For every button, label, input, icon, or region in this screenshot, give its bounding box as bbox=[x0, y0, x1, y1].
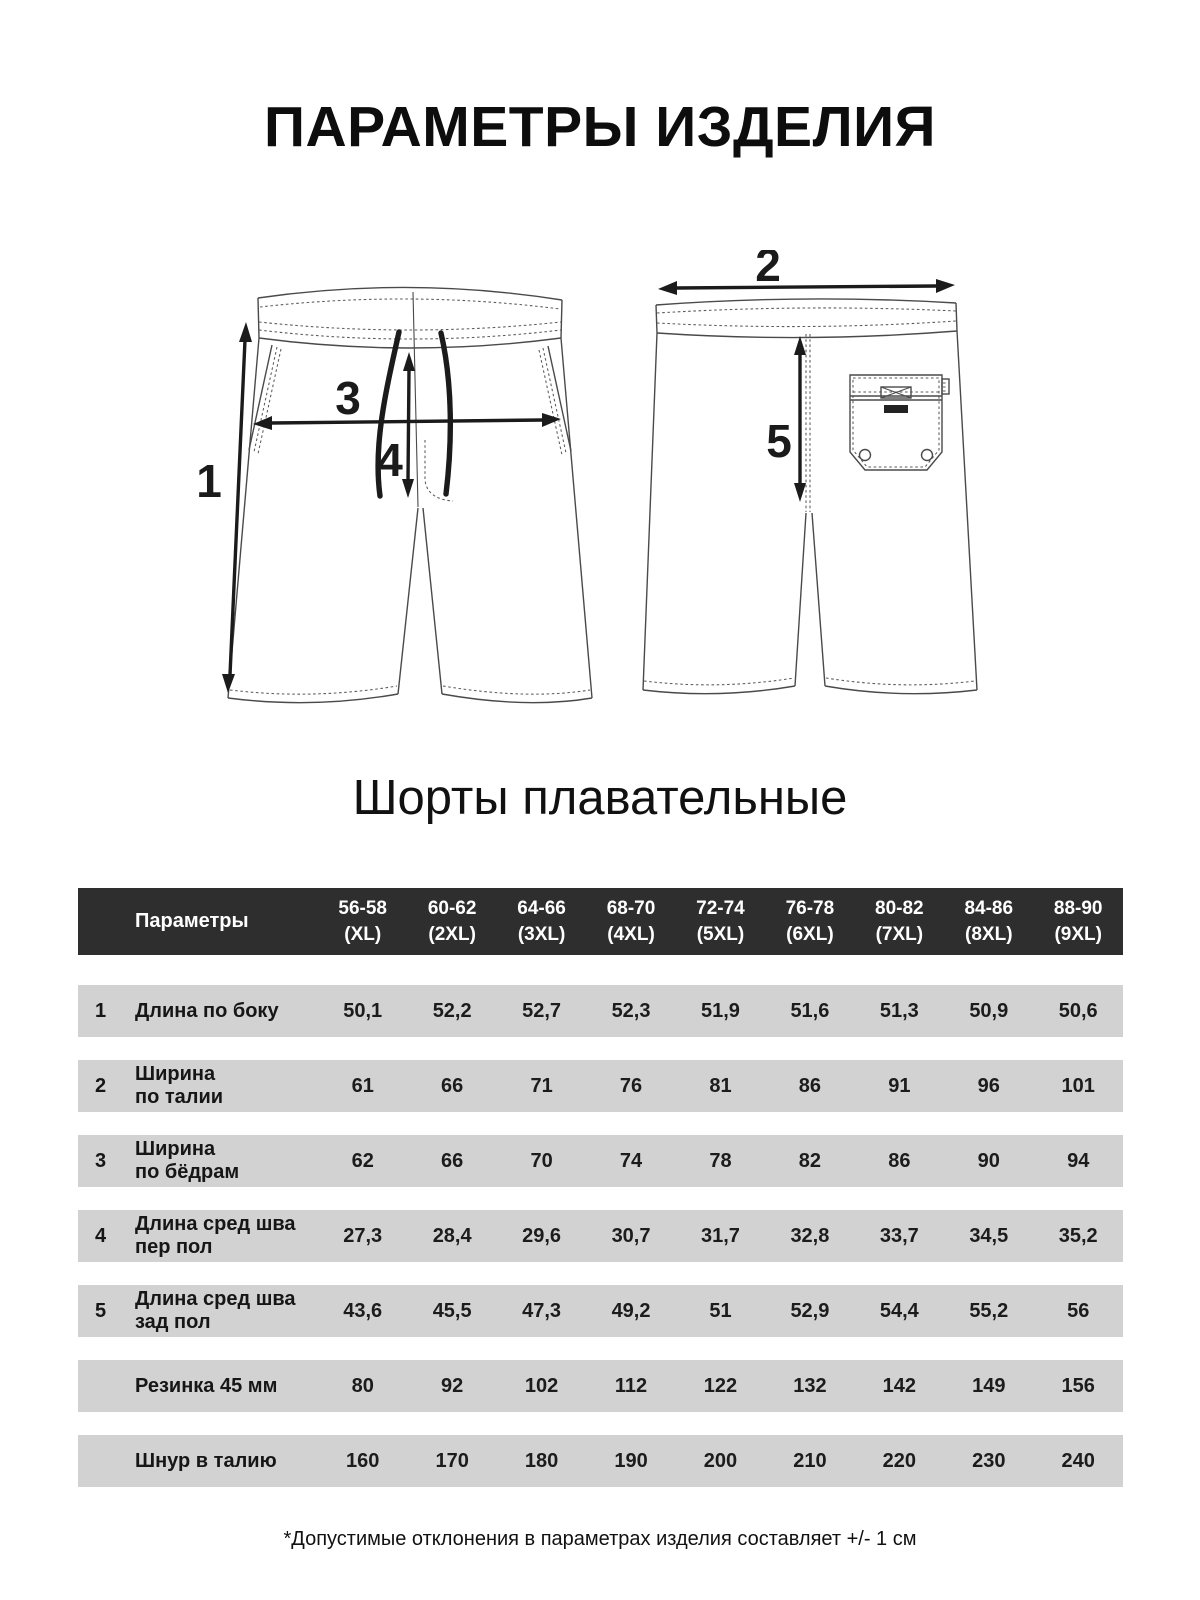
size-intl-label: (8XL) bbox=[965, 923, 1013, 945]
size-intl-label: (4XL) bbox=[607, 923, 655, 945]
measure-arrow-5 bbox=[794, 336, 806, 502]
value-cell: 34,5 bbox=[969, 1224, 1009, 1247]
back-left-hem bbox=[643, 686, 795, 694]
value-cell: 122 bbox=[703, 1374, 738, 1397]
row-label-line2: пер пол bbox=[135, 1236, 213, 1258]
header-size-column bbox=[586, 896, 675, 947]
row-number: 2 bbox=[94, 1074, 107, 1097]
size-intl-label: (3XL) bbox=[517, 923, 566, 945]
measure-label-1: 1 bbox=[196, 455, 222, 507]
measure-label-5: 5 bbox=[766, 415, 792, 467]
row-label-line2: по талии bbox=[135, 1086, 224, 1108]
size-intl-label: (5XL) bbox=[696, 923, 745, 945]
value-cell: 200 bbox=[703, 1449, 738, 1472]
row-label-line1: Ширина bbox=[135, 1138, 216, 1160]
value-cell: 31,7 bbox=[701, 1224, 740, 1247]
table-row bbox=[78, 1285, 1123, 1337]
value-cell: 50,9 bbox=[969, 999, 1009, 1022]
row-label-line1: Ширина bbox=[135, 1063, 216, 1085]
measure-label-3: 3 bbox=[335, 372, 361, 424]
header-size-column bbox=[1034, 896, 1123, 947]
pocket-eyelet-left bbox=[860, 450, 871, 461]
page-title: ПАРАМЕТРЫ ИЗДЕЛИЯ bbox=[263, 95, 936, 159]
value-cell: 76 bbox=[619, 1074, 643, 1097]
pocket-eyelet-right bbox=[922, 450, 933, 461]
size-intl-label: (9XL) bbox=[1054, 923, 1102, 945]
shorts-technical-drawing bbox=[0, 250, 1200, 720]
row-label-line2: по бёдрам bbox=[135, 1161, 240, 1183]
back-waistband-sides bbox=[656, 303, 957, 333]
value-cell: 70 bbox=[530, 1149, 553, 1172]
front-waistband-stitch-3 bbox=[259, 330, 561, 339]
size-range: 76-78 bbox=[785, 897, 835, 919]
header-size-column bbox=[318, 896, 407, 947]
back-inseams bbox=[795, 513, 825, 686]
value-cell: 82 bbox=[798, 1149, 822, 1172]
product-name: Шорты плавательные bbox=[352, 771, 848, 825]
value-cell: 61 bbox=[351, 1074, 374, 1097]
front-view-drawing bbox=[196, 287, 592, 702]
value-cell: 51,3 bbox=[879, 999, 919, 1022]
value-cell: 51,6 bbox=[790, 999, 830, 1022]
measure-arrow-1 bbox=[222, 322, 252, 693]
value-cell: 50,6 bbox=[1058, 999, 1098, 1022]
measure-arrow-4 bbox=[402, 352, 415, 498]
value-cell: 27,3 bbox=[343, 1224, 383, 1247]
header-parameters-label: Параметры bbox=[135, 910, 249, 932]
value-cell: 142 bbox=[882, 1374, 917, 1397]
header-size-column bbox=[676, 896, 765, 947]
value-cell: 96 bbox=[977, 1074, 1000, 1097]
row-label-line1: Длина сред шва bbox=[135, 1288, 296, 1310]
row-number: 1 bbox=[94, 999, 107, 1022]
row-label-cell bbox=[123, 1288, 318, 1334]
back-hem-stitches bbox=[644, 678, 975, 685]
row-label-line2: зад пол bbox=[135, 1311, 211, 1333]
row-label-line1: Длина по боку bbox=[135, 999, 279, 1022]
drawstring-right bbox=[441, 333, 450, 494]
front-left-hem bbox=[228, 694, 398, 703]
size-range: 80-82 bbox=[875, 897, 924, 919]
value-cell: 66 bbox=[441, 1074, 464, 1097]
header-size-column bbox=[497, 896, 586, 947]
value-cell: 81 bbox=[709, 1074, 732, 1097]
value-cell: 71 bbox=[530, 1074, 553, 1097]
value-cell: 52,7 bbox=[522, 999, 562, 1022]
value-cell: 51 bbox=[709, 1299, 732, 1322]
pocket-loop bbox=[884, 405, 908, 413]
table-header-row bbox=[78, 888, 1123, 955]
value-cell: 180 bbox=[524, 1449, 559, 1472]
value-cell: 112 bbox=[614, 1374, 648, 1397]
size-intl-label: (2XL) bbox=[428, 923, 476, 945]
value-cell: 35,2 bbox=[1058, 1224, 1098, 1247]
front-right-pocket-edge bbox=[548, 346, 571, 451]
value-cell: 86 bbox=[798, 1074, 822, 1097]
back-center-seam bbox=[806, 334, 810, 512]
value-cell: 210 bbox=[793, 1449, 827, 1472]
row-label-cell bbox=[123, 1138, 318, 1184]
back-waistband-top bbox=[656, 299, 956, 305]
back-pocket bbox=[850, 375, 949, 470]
value-cell: 49,2 bbox=[611, 1299, 651, 1322]
size-range: 72-74 bbox=[696, 897, 745, 919]
row-label-line1: Шнур в талию bbox=[135, 1449, 277, 1472]
value-cell: 92 bbox=[441, 1374, 464, 1397]
value-cell: 91 bbox=[888, 1074, 911, 1097]
front-left-pocket-edge bbox=[249, 345, 272, 450]
value-cell: 50,1 bbox=[343, 999, 383, 1022]
header-size-column bbox=[855, 896, 944, 947]
back-waistband-stitches bbox=[657, 308, 956, 327]
size-range: 64-66 bbox=[517, 897, 566, 919]
measure-arrow-2 bbox=[658, 279, 955, 295]
value-cell: 43,6 bbox=[343, 1299, 383, 1322]
value-cell: 90 bbox=[977, 1149, 1000, 1172]
row-number: 3 bbox=[94, 1149, 107, 1172]
table-row bbox=[78, 1210, 1123, 1262]
row-number: 4 bbox=[94, 1224, 107, 1247]
value-cell: 28,4 bbox=[432, 1224, 472, 1247]
measure-label-2: 2 bbox=[755, 250, 781, 291]
table-row bbox=[78, 1135, 1123, 1187]
value-cell: 55,2 bbox=[969, 1299, 1009, 1322]
header-size-column bbox=[765, 896, 854, 947]
size-range: 88-90 bbox=[1053, 897, 1103, 919]
value-cell: 101 bbox=[1061, 1074, 1095, 1097]
table-row bbox=[78, 1435, 1123, 1487]
row-label-cell bbox=[123, 1000, 318, 1023]
value-cell: 54,4 bbox=[879, 1299, 919, 1322]
value-cell: 33,7 bbox=[879, 1224, 919, 1247]
size-table bbox=[78, 888, 1123, 1487]
size-intl-label: (6XL) bbox=[786, 923, 834, 945]
value-cell: 32,8 bbox=[790, 1224, 830, 1247]
size-range: 84-86 bbox=[964, 897, 1014, 919]
value-cell: 160 bbox=[346, 1449, 380, 1472]
value-cell: 94 bbox=[1067, 1149, 1090, 1172]
value-cell: 52,3 bbox=[611, 999, 651, 1022]
front-center-line bbox=[413, 292, 418, 507]
tolerance-footnote: *Допустимые отклонения в параметрах изделия составляет +/- 1 см bbox=[283, 1528, 917, 1550]
back-right-hem bbox=[825, 686, 977, 694]
front-waistband-top bbox=[258, 287, 562, 300]
measure-label-4: 4 bbox=[377, 434, 403, 486]
value-cell: 30,7 bbox=[611, 1224, 651, 1247]
front-waistband-stitch-1 bbox=[260, 299, 560, 309]
value-cell: 156 bbox=[1061, 1374, 1095, 1397]
row-label-cell bbox=[123, 1450, 318, 1473]
front-waistband-stitch-2 bbox=[259, 322, 561, 330]
value-cell: 45,5 bbox=[432, 1299, 472, 1322]
front-hem-stitches bbox=[230, 686, 590, 694]
value-cell: 51,9 bbox=[701, 999, 740, 1022]
size-intl-label: (7XL) bbox=[875, 923, 924, 945]
row-number: 5 bbox=[94, 1299, 107, 1322]
row-label-cell bbox=[123, 1375, 318, 1398]
value-cell: 149 bbox=[972, 1374, 1006, 1397]
value-cell: 220 bbox=[882, 1449, 917, 1472]
header-size-column bbox=[944, 896, 1033, 947]
front-right-hem bbox=[442, 694, 592, 703]
value-cell: 86 bbox=[888, 1149, 911, 1172]
back-side-seams bbox=[643, 331, 977, 690]
front-inseams bbox=[398, 508, 442, 694]
row-label-cell bbox=[123, 1063, 318, 1109]
value-cell: 56 bbox=[1067, 1299, 1090, 1322]
table-row bbox=[78, 1060, 1123, 1112]
value-cell: 230 bbox=[972, 1449, 1006, 1472]
size-intl-label: (XL) bbox=[344, 923, 382, 945]
back-view-drawing bbox=[643, 250, 977, 694]
table-row bbox=[78, 985, 1123, 1037]
value-cell: 47,3 bbox=[522, 1299, 562, 1322]
value-cell: 190 bbox=[614, 1449, 648, 1472]
value-cell: 66 bbox=[441, 1149, 464, 1172]
value-cell: 74 bbox=[619, 1149, 643, 1172]
value-cell: 29,6 bbox=[522, 1224, 562, 1247]
size-range: 68-70 bbox=[606, 897, 656, 919]
header-size-column bbox=[407, 896, 496, 947]
value-cell: 78 bbox=[709, 1149, 732, 1172]
back-waistband-bottom bbox=[657, 331, 957, 338]
row-label-cell bbox=[123, 1213, 318, 1259]
value-cell: 80 bbox=[351, 1374, 374, 1397]
value-cell: 102 bbox=[524, 1374, 559, 1397]
value-cell: 132 bbox=[793, 1374, 827, 1397]
row-label-line1: Резинка 45 мм bbox=[135, 1374, 278, 1397]
value-cell: 52,2 bbox=[432, 999, 472, 1022]
value-cell: 62 bbox=[351, 1149, 374, 1172]
value-cell: 52,9 bbox=[790, 1299, 830, 1322]
value-cell: 240 bbox=[1061, 1449, 1095, 1472]
table-row bbox=[78, 1360, 1123, 1412]
size-range: 60-62 bbox=[427, 897, 477, 919]
value-cell: 170 bbox=[435, 1449, 469, 1472]
shorts-diagram-svg bbox=[0, 250, 1200, 720]
row-label-line1: Длина сред шва bbox=[135, 1213, 296, 1235]
size-range: 56-58 bbox=[338, 897, 388, 919]
